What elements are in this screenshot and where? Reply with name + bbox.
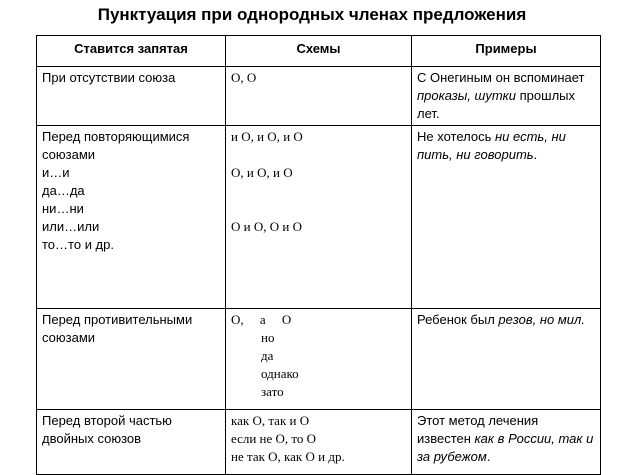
scheme-conjunction: но <box>261 330 275 345</box>
conjunction: или…или <box>42 219 100 234</box>
header-rule: Ставится запятая <box>37 36 226 67</box>
rule-text: Перед второй частью двойных союзов <box>42 413 172 446</box>
scheme-text: если не О, то О <box>231 431 317 446</box>
rule-text: При отсутствии союза <box>42 70 176 85</box>
header-schemes: Схемы <box>226 36 412 67</box>
scheme-text: О и О, О и О <box>231 219 302 234</box>
table-row <box>37 309 601 410</box>
conjunction: да…да <box>42 183 85 198</box>
example-cell <box>412 67 601 126</box>
scheme-text: и О, и О, и О <box>231 129 303 144</box>
scheme-cell <box>226 410 412 475</box>
example-text: С Онегиным он вспоминает <box>417 70 585 85</box>
table-header-row <box>37 36 601 67</box>
example-cell <box>412 126 601 309</box>
scheme-cell <box>226 67 412 126</box>
scheme-cell <box>226 309 412 410</box>
scheme-conjunction: однако <box>261 366 299 381</box>
rule-cell <box>37 126 226 309</box>
rule-cell <box>37 67 226 126</box>
conjunction: ни…ни <box>42 201 84 216</box>
scheme-conjunction: зато <box>261 384 284 399</box>
scheme-text: как О, так и О <box>231 413 310 428</box>
example-italic: как в России, так и за рубежом <box>417 431 594 464</box>
table-row <box>37 67 601 126</box>
scheme-text: не так О, как О и др. <box>231 449 345 464</box>
conjunction: то…то и др. <box>42 237 114 252</box>
example-text: . <box>533 147 538 162</box>
example-italic: проказы, шутки <box>417 88 517 103</box>
conjunction: и…и <box>42 165 70 180</box>
scheme-conjunction: да <box>261 348 274 363</box>
scheme-text: О, и О, и О <box>231 165 293 180</box>
example-cell <box>412 309 601 410</box>
rule-text: Перед противительными союзами <box>42 312 193 345</box>
example-text: прошлых лет. <box>417 88 576 121</box>
scheme-cell <box>226 126 412 309</box>
rule-cell <box>37 309 226 410</box>
page-title: Пунктуация при однородных членах предложения <box>97 5 527 24</box>
example-italic: ни есть, ни пить, ни говорить <box>417 129 566 162</box>
header-examples: Примеры <box>412 36 601 67</box>
example-cell <box>412 410 601 475</box>
punctuation-table <box>36 35 601 475</box>
table-row <box>37 126 601 309</box>
table-row <box>37 410 601 475</box>
rule-cell <box>37 410 226 475</box>
scheme-text: О, О <box>231 70 257 85</box>
scheme-text: О, а О <box>231 312 292 327</box>
example-italic: резов, но мил. <box>498 312 585 327</box>
example-text: Не хотелось <box>417 129 495 144</box>
example-text: Ребенок был <box>417 312 499 327</box>
rule-text: Перед повторяющимися союзами <box>42 129 190 162</box>
example-text: Этот метод лечения известен <box>417 413 539 446</box>
example-text: . <box>486 449 491 464</box>
